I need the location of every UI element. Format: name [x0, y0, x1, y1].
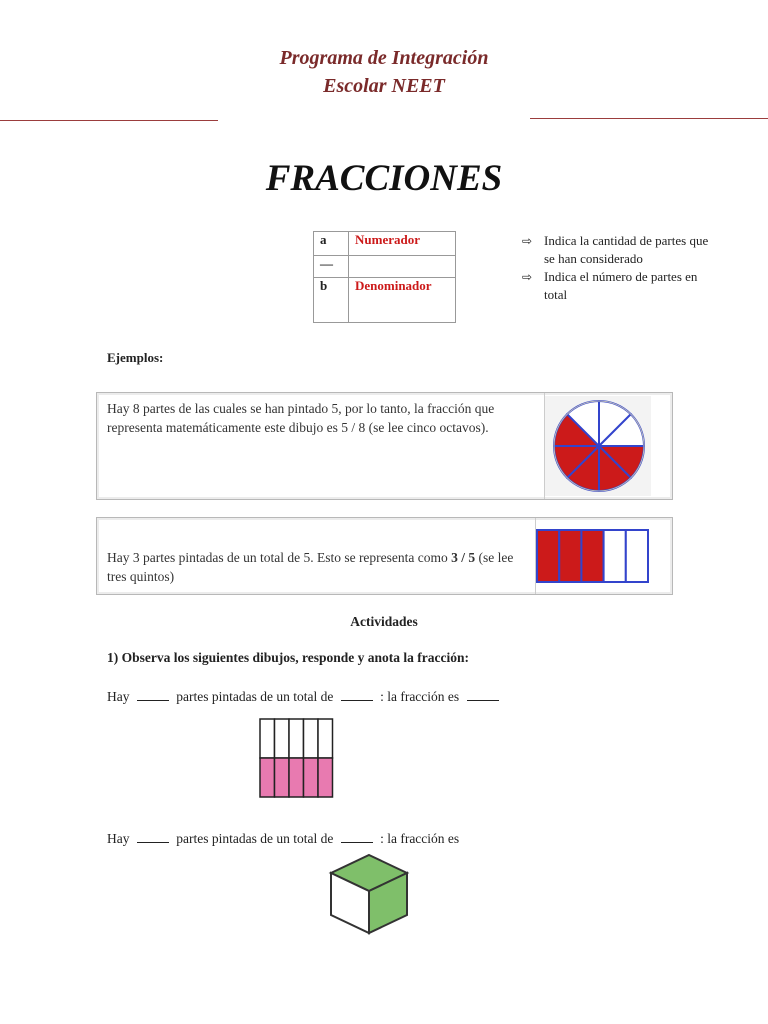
activity-2-cube-image	[323, 853, 415, 937]
example-2-box	[96, 517, 673, 595]
example-2-bar-image	[536, 523, 653, 587]
activity-1-mid: partes pintadas de un total de	[176, 689, 334, 704]
grid-cell	[318, 758, 333, 797]
grid-cell	[260, 758, 275, 797]
example-2-text-after: (se lee tres quintos)	[107, 550, 514, 584]
activity-1-rectangle-image	[258, 717, 338, 801]
activity-1-line	[107, 688, 503, 705]
note-numerator-text: Indica la cantidad de partes que se han considerado	[544, 233, 709, 266]
denominator-symbol: b	[314, 278, 349, 323]
grid-cell	[260, 719, 275, 758]
grid-cell	[289, 758, 304, 797]
activities-heading: Actividades	[350, 614, 418, 629]
answer-blank-total-2[interactable]	[341, 830, 373, 843]
activity-2-line	[107, 830, 459, 847]
bar-segment	[604, 530, 626, 582]
bar-segment	[626, 530, 648, 582]
activity-1-hay: Hay	[107, 689, 130, 704]
page-title: FRACCIONES	[265, 158, 503, 199]
example-1-pie-image	[545, 396, 651, 496]
grid-cell	[304, 719, 319, 758]
numerator-symbol: a	[314, 232, 349, 256]
grid-cell	[289, 719, 304, 758]
note-denominator-text: Indica el número de partes en total	[544, 269, 698, 302]
example-2-text	[107, 548, 522, 586]
grid-cell	[304, 758, 319, 797]
arrow-right-icon: ⇨	[522, 270, 533, 284]
fraction-definition-table	[313, 231, 456, 323]
grid-cell	[275, 719, 290, 758]
pink-grid	[260, 719, 333, 797]
grid-cell	[318, 719, 333, 758]
answer-blank-painted-1[interactable]	[137, 688, 169, 701]
fraction-notes	[522, 232, 712, 304]
example-2-fraction: 3 / 5	[451, 550, 476, 565]
fraction-bar-symbol: —	[314, 256, 349, 278]
five-part-bar	[537, 530, 648, 582]
header-line-2: Escolar NEET	[323, 75, 445, 97]
answer-blank-fraction-1[interactable]	[467, 688, 499, 701]
example-2-text-before: Hay 3 partes pintadas de un total de 5. Esto se representa como	[107, 550, 452, 565]
answer-blank-painted-2[interactable]	[137, 830, 169, 843]
bar-segment	[559, 530, 581, 582]
numerator-label: Numerador	[349, 232, 456, 256]
bar-segment	[581, 530, 603, 582]
note-denominator	[522, 268, 712, 304]
example-1-text: Hay 8 partes de las cuales se han pintado 5, por lo tanto, la fracción que representa matemáticamente este dibujo es 5 / 8 (se lee cinco octavos).	[107, 401, 495, 435]
example-1-box	[96, 392, 673, 500]
answer-blank-total-1[interactable]	[341, 688, 373, 701]
denominator-label: Denominador	[349, 278, 456, 323]
question-1: 1) Observa los siguientes dibujos, responde y anota la fracción:	[107, 650, 470, 665]
header-rule-left	[0, 120, 218, 121]
examples-heading: Ejemplos:	[107, 350, 164, 365]
header-line-1: Programa de Integración	[279, 47, 489, 69]
pie-chart	[554, 401, 644, 491]
fraction-bar-empty	[349, 256, 456, 278]
activity-2-end: : la fracción es	[380, 831, 460, 846]
arrow-right-icon: ⇨	[522, 234, 533, 248]
bar-segment	[537, 530, 559, 582]
grid-cell	[275, 758, 290, 797]
note-numerator	[522, 232, 712, 268]
activity-2-mid: partes pintadas de un total de	[176, 831, 334, 846]
activity-1-end: : la fracción es	[380, 689, 460, 704]
header-rule-right	[530, 118, 768, 119]
activity-2-hay: Hay	[107, 831, 130, 846]
